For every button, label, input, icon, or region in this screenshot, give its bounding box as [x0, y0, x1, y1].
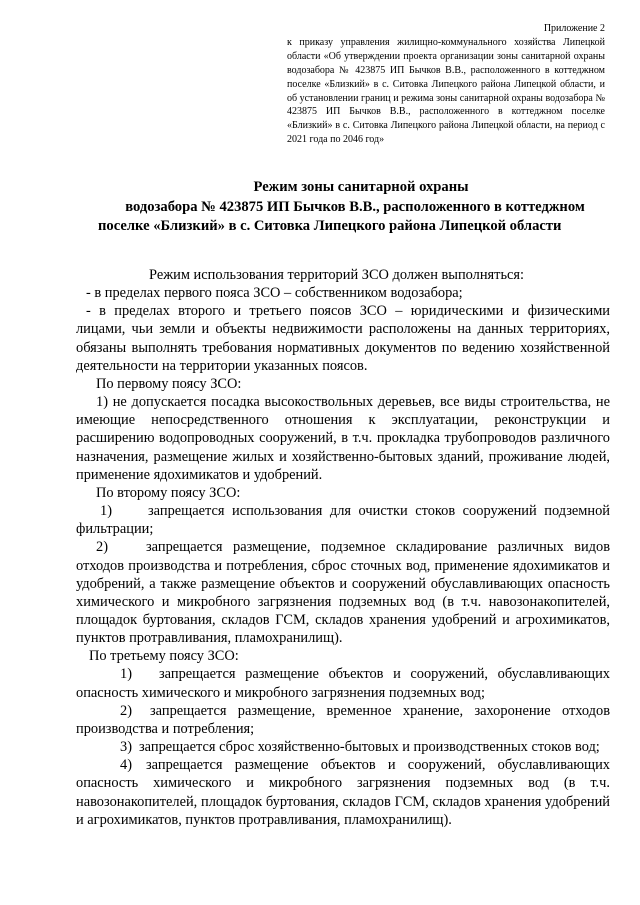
belt2-item [76, 538, 610, 647]
item-text: запрещается использования для очистки стоков сооружений подземной фильтрации; [76, 503, 610, 538]
belt1-heading: По первому поясу ЗСО: [96, 375, 242, 392]
first-belt-owner-paragraph: - в пределах первого пояса ЗСО – собственником водозабора; [86, 285, 463, 302]
belt3-item [76, 665, 610, 701]
annex-note [287, 22, 605, 147]
item-number: 1) [120, 666, 132, 683]
belt2-heading: По второму поясу ЗСО: [96, 484, 241, 501]
item-text: запрещается размещение объектов и сооружений, обуславливающих опасность химического и микробного загрязнения подземных вод; [76, 666, 610, 701]
belt3-heading: По третьему поясу ЗСО: [89, 648, 239, 665]
item-text: запрещается сброс хозяйственно-бытовых и производственных стоков вод; [139, 739, 600, 756]
document-body [76, 266, 610, 829]
belt3-item [76, 702, 610, 738]
item-number: 4) [120, 757, 132, 774]
item-number: 2) [96, 539, 108, 556]
annex-heading: Приложение 2 [543, 23, 605, 34]
annex-text: к приказу управления жилищно-коммунального хозяйства Липецкой области «Об утверждении проекта организации зоны санитарной охраны водозабора № 423875 ИП Бычков В.В., расположенного в коттеджном поселке «Близкий» в с. Ситовка Липецкого района Липецкой области, и об установлении границ и режима зоны санитарной охраны водозабора № 423875 ИП Бычков В.В., расположенного в коттеджном поселке «Близкий» в с. Ситовка Липецкого района Липецкой области, на период с 2021 года по 2046 год» [287, 36, 605, 146]
item-text: запрещается размещение объектов и сооружений, обуславливающих опасность химического и микробного загрязнения подземных вод (в т.ч. навозонакопителей, площадок буртования, складов ГСМ, складов хранения удобрений и агрохимикатов, пунктов протравливания, пламохранилищ). [76, 757, 610, 828]
belt3-item [76, 738, 610, 756]
belt3-item [76, 756, 610, 829]
title-line-3: поселке «Близкий» в с. Ситовка Липецкого района Липецкой области [98, 218, 562, 234]
item-text: запрещается размещение, временное хранение, захоронение отходов производства и потребления; [76, 702, 610, 737]
title-line-2: водозабора № 423875 ИП Бычков В.В., расположенного в коттеджном [125, 198, 585, 215]
item-number: 1) [100, 503, 112, 520]
belt1-item: 1) не допускается посадка высокоствольных деревьев, все виды строительства, не имеющие непосредственного отношения к эксплуатации, реконструкции и расширению водопроводных сооружений, в т.ч. прокладка трубопроводов различного назначения, размещение жилых и хозяйственно-бытовых зданий, проживание людей, применение ядохимикатов и удобрений. [76, 394, 610, 483]
title-line-1: Режим зоны санитарной охраны [253, 179, 469, 195]
item-text: запрещается размещение, подземное складирование различных видов отходов производства и потребления, сброс сточных вод, применение ядохимикатов и удобрений, а также размещение объектов и сооружений обуславливающих опасность химического и микробного загрязнения подземных вод (в т.ч. навозонакопителей, площадок буртования, складов ГСМ, складов хранения удобрений и агрохимикатов, пунктов протравливания, пламохранилищ). [76, 539, 610, 647]
intro-paragraph: Режим использования территорий ЗСО должен выполняться: [149, 267, 525, 283]
second-third-belt-paragraph: - в пределах второго и третьего поясов ЗСО – юридическими и физическими лицами, чьи земли и объекты недвижимости расположены на данных территориях, обязаны выполнять требования нормативных документов по ведению хозяйственной деятельности на территории указанных поясов. [76, 303, 610, 374]
item-number: 2) [120, 702, 132, 719]
document-title [48, 178, 634, 237]
belt2-item [76, 502, 610, 538]
item-number: 3) [120, 739, 132, 756]
